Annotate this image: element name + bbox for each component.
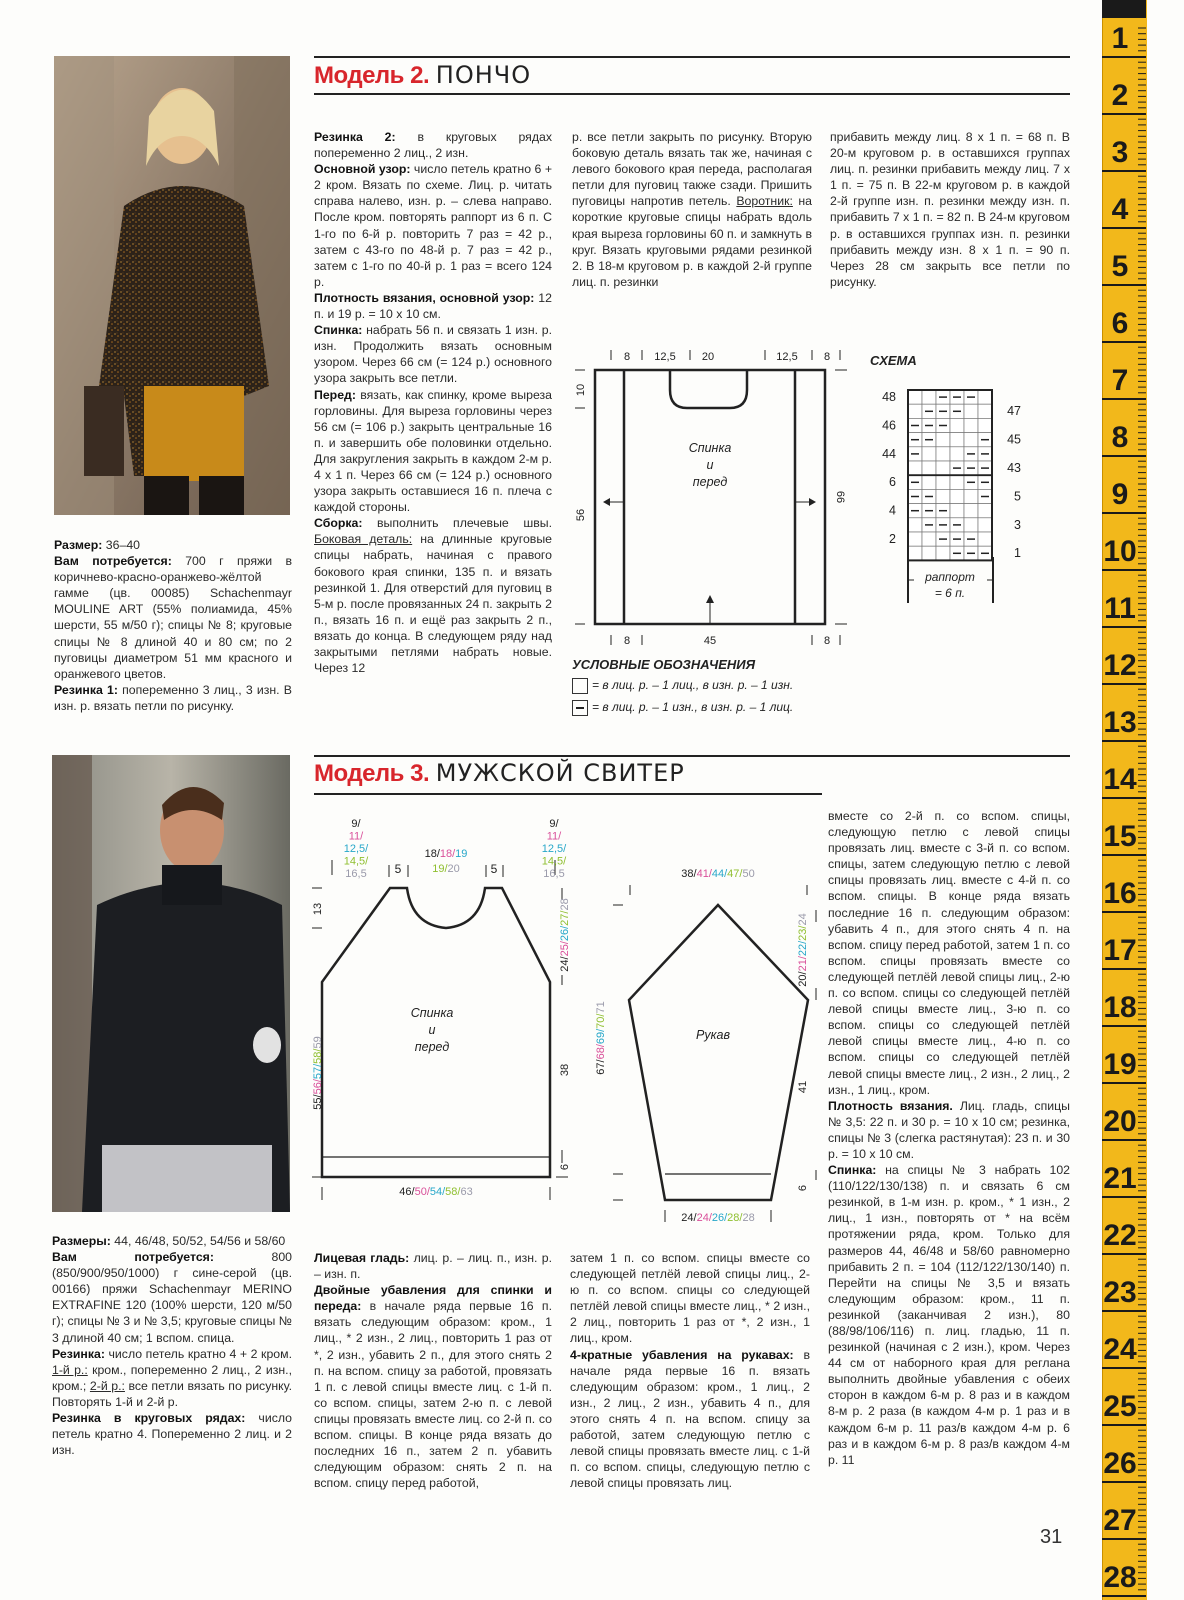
poncho-neckline [670,370,747,408]
scheme-cell [908,546,922,560]
arrow-right-icon [809,498,816,506]
scheme-row-label: 48 [882,390,896,404]
scheme-cell [964,404,978,418]
tape-mark-6: 6 [1111,307,1129,340]
dim-bottom-3: 8 [823,635,831,647]
tape-mark-24: 24 [1103,1333,1137,1366]
sleeve-rib-dim: 6 [797,1184,809,1192]
model2-size: Размер: 36–40 [54,538,141,552]
tape-mark-5: 5 [1111,250,1129,283]
tape-mark-12: 12 [1103,649,1137,682]
back3-label: Спинка: [828,1163,877,1178]
tape-mark-1: 1 [1111,22,1129,55]
scheme-cell [978,418,992,432]
model3-instructions-col2: затем 1 п. со вспом. спицы вместе со следующей петлёй левой спицы лиц., 2-ю п. со вспом. спицы со следующей петлёй левой спицы вместе лиц., * 2 изн., 2 лиц., повторить 1 раз от *, 2 изн., 1 лиц., кром. 4-кратные убавления на рукавах: в начале ряда первые 16 п. вязать следующим образом: кром., 1 лиц., 2 изн., 2 лиц., 2 изн., убавить 4 п., для этого снять 4 п. на вспом. спицу за работой, затем следующую петлю с левой спицы провязать вместе лиц. с 1-й п. со вспом. спицы, следующую петлю с левой спицы провязать лиц. [570,1251,810,1491]
model2-stitch-scheme [860,345,1040,615]
tape-mark-13: 13 [1103,706,1137,739]
scheme-row-label: 5 [1014,489,1021,504]
sleeve-total-dim: 67/68/69/70/71 [595,1001,607,1075]
tape-mark-9: 9 [1111,478,1129,511]
rapport-line2: = 6 п. [934,586,966,600]
scheme-row-label: 45 [1007,432,1021,447]
model2-materials [54,537,292,714]
shoulder-dim: 14,5/ [343,855,369,868]
scheme-cell [978,504,992,518]
required-label: Вам потребуется: [52,1250,214,1265]
rib2-label: Резинка 2: [314,130,396,144]
gauge-text: 12 п. и 19 р. = 10 х 10 см. [314,290,552,322]
dim-bottom-2: 45 [703,635,717,647]
tape-mark-19: 19 [1103,1048,1137,1081]
scheme-cell [950,418,964,432]
width-dim: 46/50/54/58/63 [399,1186,473,1198]
scheme-cell [964,418,978,432]
dim-top-3: 20 [701,351,715,363]
body-label-line1: Спинка [410,1006,454,1020]
model3-title-top-rule [314,755,1070,757]
scheme-cell [922,532,936,546]
tape-mark-2: 2 [1111,79,1129,112]
scheme-cell [936,461,950,475]
scheme-cell [936,546,950,560]
model2-legend [572,657,832,722]
body-label-line3: перед [414,1040,450,1054]
front-text: вязать, как спинку, кроме выреза горловины. Для выреза горловины через 56 см (= 106 р.) закрыть центральные 16 п. и завершить обе половинки отдельно. Для закругления закрыть в каждом 2-м р. 4 х 1 п. Через 66 см (= 124 р.) основного узора закрыть оставшиеся 16 п. плеча с каждой стороны. [314,387,552,515]
tape-mark-28: 28 [1103,1561,1137,1594]
scheme-row-label: 1 [1014,546,1021,561]
neck-side-dim: 5 [490,862,498,876]
sleeve-decrease-label: 4-кратные убавления на рукавах: [570,1347,794,1362]
dim-top-4: 12,5 [776,351,798,363]
model2-required: Вам потребуется: 700 г пряжи в коричнево-красно-оранжево-жёлтой гамме (цв. 00085) Schachenmayr MOULINE ART (55% полиамида, 45% шерсти, 55 м/50 г); спицы № 8; круговые спицы № 8 длиной 40 и 80 см; по 2 пуговицы диаметром 51 мм красного и оранжевого цветов. [54,554,292,681]
photo-model2-poncho [54,56,290,515]
tape-mark-22: 22 [1103,1219,1137,1252]
model3-title-bottom-rule [314,793,822,795]
main-pattern-text: число петель кратно 6 + 2 кром. Вязать по схеме. Лиц. р. читать справа налево, изн. р. – слева направо. После кром. повторять раппорт из 6 п. С 1-го по 6-й р. повторить 7 раз = 42 р., затем с 43-го по 48-й р. 7 раз = 42 р., затем с 1-го по 40-й р. 1 раз = всего 124 р. [314,162,553,289]
total-height-dim: 55/56/57/58/59 [312,1036,324,1110]
scheme-cell [922,461,936,475]
model2-title [314,61,531,90]
scheme-cell [936,489,950,503]
scheme-row-label: 4 [889,503,896,518]
tape-mark-11: 11 [1104,592,1136,625]
scheme-cell [922,390,936,404]
scheme-cell [950,475,964,489]
rib2-text: в круговых рядах попеременно 2 лиц., 2 изн. [314,130,552,161]
neck-depth-dim: 13 [312,902,324,916]
tape-mark-27: 27 [1103,1504,1137,1537]
tape-mark-15: 15 [1103,820,1137,853]
model3-title-prefix: Модель 3 [314,760,423,787]
stockinette-label: Лицевая гладь: [314,1251,410,1265]
tape-mark-18: 18 [1103,991,1137,1024]
diagram-label-line3: перед [692,475,728,489]
tape-mark-16: 16 [1103,877,1137,910]
scheme-cell [964,433,978,447]
woman-poncho-image [54,56,290,515]
model2-poncho-diagram [565,340,865,647]
scheme-cell [908,404,922,418]
scheme-cell [950,504,964,518]
model2-rib1: Резинка 1: попеременно 3 лиц., 3 изн. В изн. р. вязать петли по рисунку. [54,682,292,713]
model2-instructions-col3: прибавить между лиц. 8 х 1 п. = 68 п. В 20-м круговом р. в оставшихся группах лиц. п. резинки прибавить между лиц. 7 х 1 п. = 75 п. В 22-м круговом р. в каждой 2-й группе изн. п. резинки между изн. п. прибавить 7 х 1 п. = 82 п. В 24-м круговом р. в оставшихся группах изн. п. резинки прибавить между изн. 8 х 1 п. = 90 п. Через 28 см закрыть все петли по рисунку. [830,130,1070,289]
tape-mark-10: 10 [1103,535,1137,568]
scheme-grid [908,390,992,560]
tape-mark-23: 23 [1103,1276,1137,1309]
tape-mark-17: 17 [1103,934,1137,967]
body-label-line2: и [428,1023,436,1037]
scheme-cell [922,447,936,461]
model2-title-bottom-rule [314,93,1070,95]
scheme-cell [922,546,936,560]
dim-top-5: 8 [823,351,831,363]
tape-mark-25: 25 [1103,1390,1137,1423]
tape-mark-8: 8 [1111,421,1129,454]
scheme-cell [950,447,964,461]
scheme-cell [978,532,992,546]
diagram-label-line2: и [706,458,714,472]
gauge3-label: Плотность вязания. [828,1098,953,1113]
assembly-label: Сборка: [314,516,363,531]
shoulder-dim: 16,5 [543,868,565,880]
arrow-left-icon [603,498,610,506]
legend-item-empty: = в лиц. р. – 1 лиц., в изн. р. – 1 изн. [572,678,832,694]
sleeve-label: Рукав [696,1028,730,1042]
model3-instructions-col3: вместе со 2-й п. со вспом. спицы, следующую петлю с левой спицы провязать лиц. вместе с 3-й п. со вспом. спицы, затем следующую петлю с левой спицы провязать лиц. вместе с 4-й п. со вспом. спицы. В конце ряда вязать последние 16 п. следующим образом: убавить 4 п., для этого снять 4 п. на вспом. спицу перед работой, затем 1 п. со вспом. спицы провязать вместе со следующей петлёй левой спицы лиц., 2-ю п. со вспом. спицы со следующей петлёй левой спицы вместе лиц., 3-ю п. со вспом. спицы со следующей петлёй левой спицы вместе лиц., 4-ю п. со вспом. спицы со следующей петлёй левой спицы вместе лиц., 2 изн., 2 лиц., 2 изн., 1 лиц., кром. Плотность вязания. Лиц. гладь, спицы № 3,5: 22 п. и 30 р. = 10 х 10 см; резинка, спицы № 3 (слегка растянутая): 23 п. и 30 р. = 10 х 10 см. Спинка: на спицы № 3 набрать 102 (110/122/130/138) п. и связать 6 см резинкой, в 1-м изн. р. кром., * 1 изн., 2 лиц., 1 изн., повторять от * на всём протяжении ряда, кром. Только для размеров 44, 46/48 и 58/60 равномерно прибавить 2 п. = 104 (112/122/130/140) п. Перейти на спицы № 3,5 и вязать следующим образом: кром., 11 п. резинкой (заканчивая 2 изн.), 80 (88/98/106/116) п. лиц. гладью, 11 п. резинкой (начиная с 2 изн.), кром. Через 44 см от наборного края для реглана выполнить двойные убавления с обеих сторон в каждом 6-м р. 8 раз и в каждом 8-м р. 2 раза (в каждом 4-м р. 1 раз и в каждом 6-м р. 11 раз/в каждом 4-м р. 6 раз и в каждом 6-м р. 8 раз/в каждом 4-м р. 11 [828,809,1070,1467]
scheme-row-label: 44 [882,446,896,461]
tape-ticks [1102,0,1146,1600]
shoulder-dim: 11/ [348,830,364,843]
dim-left-body: 56 [575,508,587,522]
shoulder-dim: 9/ [549,818,559,830]
dim-bottom-1: 8 [623,635,631,647]
model3-materials: Размеры: 44, 46/48, 50/52, 54/56 и 58/60 Вам потребуется: 800 (850/900/950/1000) г сине-серой (цв. 00166) пряжи Schachenmayr MERINO EXTRAFINE 120 (100% шерсти, 120 м/50 г); спицы № 3 и № 3,5; круговые спицы № 3 длиной 40 см; 1 вспом. спица. Резинка: число петель кратно 4 + 2 кром. 1-й р.: кром., попеременно 2 лиц., 2 изн., кром.; 2-й р.: все петли вязать по рисунку. Повторять 1-й и 2-й р. Резинка в круговых рядах: число петель кратно 4. Попеременно 2 лиц. и 2 изн. [52,1234,293,1458]
double-decrease-label: Двойные убавления для спинки и переда: [314,1283,552,1314]
diagram-label-line1: Спинка [688,441,732,455]
scheme-cell [964,504,978,518]
side-part-label: Боковая деталь: [314,532,413,547]
scheme-cell [936,433,950,447]
dim-top-1: 8 [623,351,631,363]
tape-mark-7: 7 [1111,364,1129,397]
scheme-cell [936,475,950,489]
legend-title: УСЛОВНЫЕ ОБОЗНАЧЕНИЯ [572,657,756,672]
sleeve-cap-dim: 20/21/22/23/24 [797,913,809,987]
model2-title-name: ПОНЧО [435,61,532,89]
dim-right-total: 66 [834,490,846,504]
sleeve-top-dim: 38/41/44/47/50 [681,868,755,880]
tape-mark-3: 3 [1111,136,1129,169]
model3-instructions-col1: Лицевая гладь: лиц. р. – лиц. п., изн. р. – изн. п. Двойные убавления для спинки и переда: в начале ряда первые 16 п. вязать следующим образом: кром., 1 лиц., * 2 изн., 2 лиц., повторить 1 раз от *, 2 изн., убавить 2 п., для этого снять 2 п. на вспом. спицу за работой, провязать 1 п. с левой спицы вместе лиц. с 1-й п. со вспом. спицы, затем 2-ю п. с левой спицы провязать вместе лиц. со 2-й п. со вспом. спицы. В конце ряда вязать до последних 16 п., затем 2 п. убавить следующим образом: снять 2 п. на вспом. спицу перед работой, [314,1251,553,1491]
scheme-row-labels-left [882,390,896,546]
scheme-cell [922,475,936,489]
side-height-dim: 38 [559,1063,571,1077]
dash-cell-icon [572,700,588,716]
scheme-cell [964,518,978,532]
scheme-cell [978,390,992,404]
scheme-cell [950,433,964,447]
photo-model3-sweater [52,755,290,1212]
model2-instructions-col1: Резинка 2: в круговых рядах попеременно 2 лиц., 2 изн. Основной узор: число петель кратно 6 + 2 кром. Вязать по схеме. Лиц. р. читать справа налево, изн. р. – слева направо. После кром. повторять раппорт из 6 п. С 1-го по 6-й р. повторить 7 раз = 42 р., затем с 43-го по 48-й р. 7 раз = 42 р., затем с 1-го по 40-й р. 1 раз = всего 124 р. Плотность вязания, основной узор: 12 п. и 19 р. = 10 х 10 см. Спинка: набрать 56 п. и связать 1 изн. р. изн. Продолжить вязать основным узором. Через 66 см (= 124 р.) основного узора закрыть все петли. Перед: вязать, как спинку, кроме выреза горловины. Для выреза горловины через 56 см (= 106 р.) закрыть центральные 16 п. и завершить обе половинки отдельно. Для закругления закрыть в каждом 2-м р. 4 х 1 п. Через 66 см (= 124 р.) основного узора закрыть оставшиеся 16 п. плеча с каждой стороны. Сборка: выполнить плечевые швы. Боковая деталь: на длинные круговые спицы набрать, начиная с правого бокового края спинки, 135 п. и вязать резинкой 1. Для отверстий для пуговиц в 5-м р. после провязанных 24 п. закрыть 2 п., вязать 16 п. и ещё раз закрыть 2 п., вязать до конца. В следующем ряду над закрытыми петлями набрать новые. Через 12 [314,130,553,676]
scheme-cell [950,489,964,503]
round-rib-label: Резинка в круговых рядах: [52,1411,246,1426]
shoulder-dim: 16,5 [345,868,367,880]
tape-mark-21: 21 [1103,1162,1137,1195]
model2-title-top-rule [314,56,1070,58]
man-sweater-image [52,755,290,1212]
scheme-row-label: 47 [1007,404,1021,419]
scheme-cell [908,390,922,404]
shoulder-dim: 11/ [546,830,562,843]
front-label: Перед: [314,387,356,402]
tape-mark-26: 26 [1103,1447,1137,1480]
shoulder-dim: 12,5/ [541,843,567,855]
shoulder-dim: 14,5/ [541,855,567,868]
dim-top-2: 12,5 [654,351,676,363]
main-pattern-label: Основной узор: [314,162,411,177]
legend-item-dash: = в лиц. р. – 1 изн., в изн. р. – 1 лиц. [572,700,832,716]
scheme-cell [908,532,922,546]
neck-dim-b: 19/20 [432,863,460,875]
scheme-cell [908,518,922,532]
tape-mark-20: 20 [1103,1105,1137,1138]
back-label: Спинка: [314,323,363,338]
scheme-cell [978,518,992,532]
dim-left-neck: 10 [575,383,587,397]
model3-title-dot: . [422,760,430,787]
collar-label: Воротник: [736,194,793,209]
shoulder-dim: 9/ [351,818,361,830]
sleeve-cuff-dim: 24/24/26/28/28 [681,1212,755,1224]
body-outline [322,888,550,1177]
sleeve-side-dim: 41 [797,1080,809,1094]
gauge-label: Плотность вязания, основной узор: [314,290,535,305]
model2-instructions-col2: р. все петли закрыть по рисунку. Вторую боковую деталь вязать так же, начиная с левого бокового края переда, располагая петли для пуговиц также сзади. Пришить пуговицы напротив петель. Воротник: на короткие круговые спицы набрать вдоль края выреза горловины 60 п. и замкнуть в круг. Вязать круговыми рядами резинкой 2. В 18-м круговом р. в каждой 2-й группе лиц. п. резинки [572,130,813,289]
scheme-row-label: 6 [889,475,896,490]
tape-mark-4: 4 [1111,193,1129,226]
model3-body-diagram [300,805,590,1205]
neck-dim-a: 18/18/19 [424,848,468,860]
scheme-row-label: 3 [1014,517,1021,532]
rib-height-dim: 6 [559,1163,571,1171]
scheme-row-labels-right [1007,404,1021,560]
rib-label: Резинка: [52,1346,105,1361]
scheme-row-label: 46 [882,418,896,433]
tape-mark-14: 14 [1103,763,1137,796]
neck-side-dim: 5 [394,862,402,876]
scheme-row-label: 43 [1007,461,1021,475]
model3-title [314,759,685,788]
scheme-cell [908,461,922,475]
sizes-label: Размеры: [52,1234,111,1248]
arrow-up-icon [706,595,714,603]
sleeve-outline [629,905,808,1200]
model3-sleeve-diagram [585,850,825,1224]
shoulder-dim: 12,5/ [343,843,369,855]
model2-title-dot: . [422,62,430,89]
model3-title-name: МУЖСКОЙ СВИТЕР [435,759,685,787]
scheme-title: СХЕМА [870,353,917,368]
model2-title-prefix: Модель 2 [314,62,423,89]
empty-cell-icon [572,678,588,694]
page-number: 31 [1040,1526,1063,1548]
back-text: набрать 56 п. и связать 1 изн. р. изн. Продолжить вязать основным узором. Через 66 см (= 124 р.) основного узора закрыть все петли. [314,323,552,386]
scheme-cell [964,489,978,503]
scheme-row-label: 2 [889,532,896,546]
raglan-height-dim: 24/25/26/27/28 [559,898,571,972]
scheme-cell [978,404,992,418]
scheme-cell [936,447,950,461]
rapport-line1: раппорт [925,570,975,584]
